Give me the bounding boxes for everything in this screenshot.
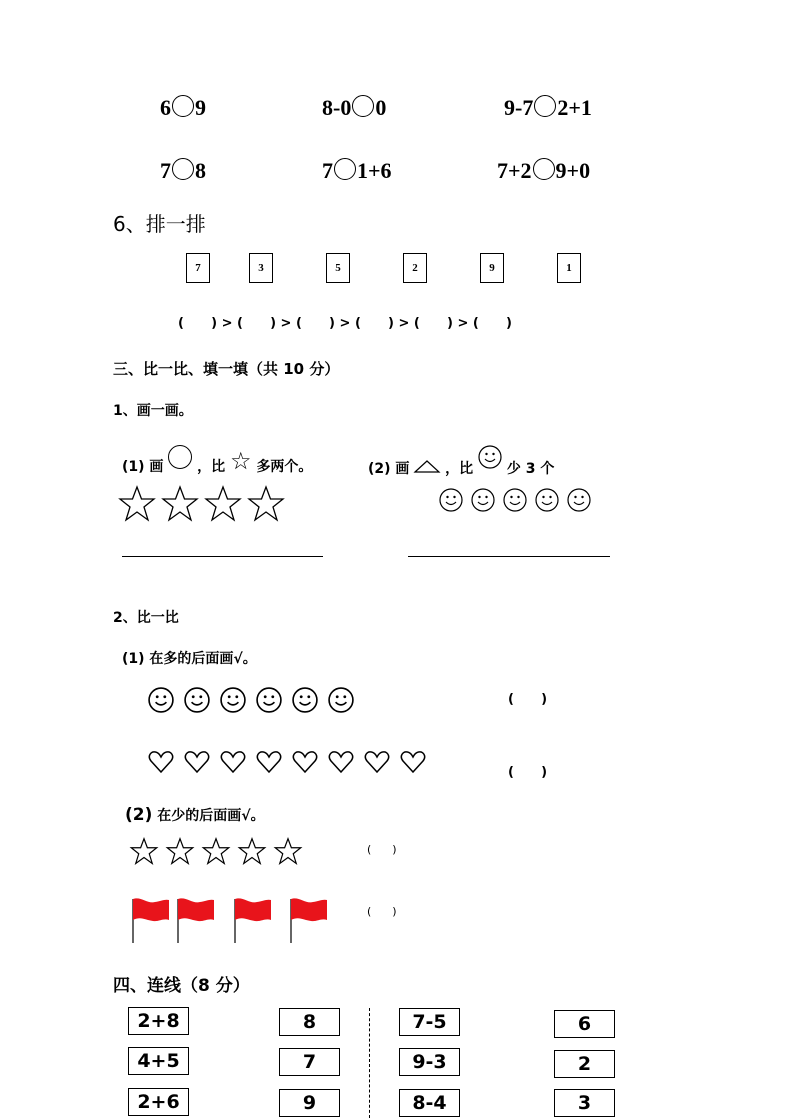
number-card: 3	[249, 253, 273, 283]
section6-title: 6、排一排	[113, 212, 206, 236]
flag-icon	[131, 896, 171, 944]
number-card: 7	[186, 253, 210, 283]
number-card: 5	[326, 253, 350, 283]
section4-title: 四、连线（8 分）	[113, 976, 250, 996]
compare-item-2-2: 7 1+6	[322, 158, 392, 183]
heart-row	[148, 750, 426, 774]
answer-paren[interactable]: ( )	[508, 765, 548, 780]
compare-item-1-2: 8-0 0	[322, 95, 387, 120]
smiley-icon	[328, 687, 354, 713]
order-answer-line[interactable]: ( ) > ( ) > ( ) > ( ) > ( ) > ( )	[178, 316, 512, 331]
compare-circle[interactable]	[534, 95, 556, 117]
expression-box[interactable]: 8-4	[399, 1089, 460, 1117]
compare-circle[interactable]	[334, 158, 356, 180]
q1-title: 1、画一画。	[113, 403, 193, 419]
q2-title: 2、比一比	[113, 610, 179, 626]
number-card: 9	[480, 253, 504, 283]
number-card: 2	[403, 253, 427, 283]
heart-icon	[400, 750, 426, 774]
smiley-icon	[478, 445, 502, 469]
star-icon	[205, 486, 241, 522]
heart-icon	[220, 750, 246, 774]
heart-icon	[256, 750, 282, 774]
compare-item-2-3: 7+2 9+0	[497, 158, 591, 183]
q1-part2: (2) 画 ，比 少 3 个	[368, 445, 554, 478]
answer-paren[interactable]: ( )	[508, 692, 548, 707]
star-icon	[166, 838, 194, 865]
circle-icon	[168, 445, 192, 469]
star-icon	[238, 838, 266, 865]
expression-box[interactable]: 4+5	[128, 1047, 189, 1075]
smiley-icon	[535, 488, 559, 512]
star-icon	[248, 486, 284, 522]
expression-box[interactable]: 7-5	[399, 1008, 460, 1036]
smiley-icon	[567, 488, 591, 512]
heart-icon	[364, 750, 390, 774]
number-box[interactable]: 9	[279, 1089, 340, 1117]
divider-line	[369, 1008, 370, 1118]
flag-icon	[176, 896, 216, 944]
triangle-icon	[414, 459, 440, 473]
expression-box[interactable]: 2+8	[128, 1007, 189, 1035]
smiley-icon	[471, 488, 495, 512]
smiley-icon	[503, 488, 527, 512]
expression-box[interactable]: 9-3	[399, 1048, 460, 1076]
heart-icon	[328, 750, 354, 774]
answer-line[interactable]	[408, 556, 610, 557]
q2-part2: (2) 在少的后面画√。	[125, 805, 265, 825]
q1-part1: (1) 画 ，比 ☆ 多两个。	[122, 447, 313, 475]
number-box[interactable]: 6	[554, 1010, 615, 1038]
expression-box[interactable]: 2+6	[128, 1088, 189, 1116]
smiley-icon	[220, 687, 246, 713]
flag-icon	[289, 896, 329, 944]
answer-paren[interactable]: ( )	[367, 905, 397, 918]
smiley-icon	[184, 687, 210, 713]
heart-icon	[292, 750, 318, 774]
number-card: 1	[557, 253, 581, 283]
star-icon	[274, 838, 302, 865]
heart-icon	[184, 750, 210, 774]
star-row	[130, 838, 302, 865]
number-box[interactable]: 7	[279, 1048, 340, 1076]
star-icon: ☆	[230, 447, 252, 475]
star-icon	[162, 486, 198, 522]
flag-icon	[233, 896, 273, 944]
compare-circle[interactable]	[352, 95, 374, 117]
star-icon	[130, 838, 158, 865]
compare-circle[interactable]	[533, 158, 555, 180]
q2-part1: (1) 在多的后面画√。	[122, 651, 257, 667]
smiley-icon	[439, 488, 463, 512]
answer-paren[interactable]: ( )	[367, 843, 397, 856]
number-box[interactable]: 2	[554, 1050, 615, 1078]
compare-circle[interactable]	[172, 158, 194, 180]
section3-title: 三、比一比、填一填（共 10 分）	[113, 360, 340, 378]
smiley-icon	[256, 687, 282, 713]
compare-item-1-3: 9-7 2+1	[504, 95, 592, 120]
smiley-row	[148, 687, 354, 713]
compare-item-1-1: 6 9	[160, 95, 206, 120]
compare-circle[interactable]	[172, 95, 194, 117]
number-box[interactable]: 3	[554, 1089, 615, 1117]
smiley-icon	[148, 687, 174, 713]
answer-line[interactable]	[122, 556, 323, 557]
smiley-icon	[292, 687, 318, 713]
heart-icon	[148, 750, 174, 774]
star-icon	[202, 838, 230, 865]
compare-item-2-1: 7 8	[160, 158, 206, 183]
star-icon	[119, 486, 155, 522]
number-box[interactable]: 8	[279, 1008, 340, 1036]
